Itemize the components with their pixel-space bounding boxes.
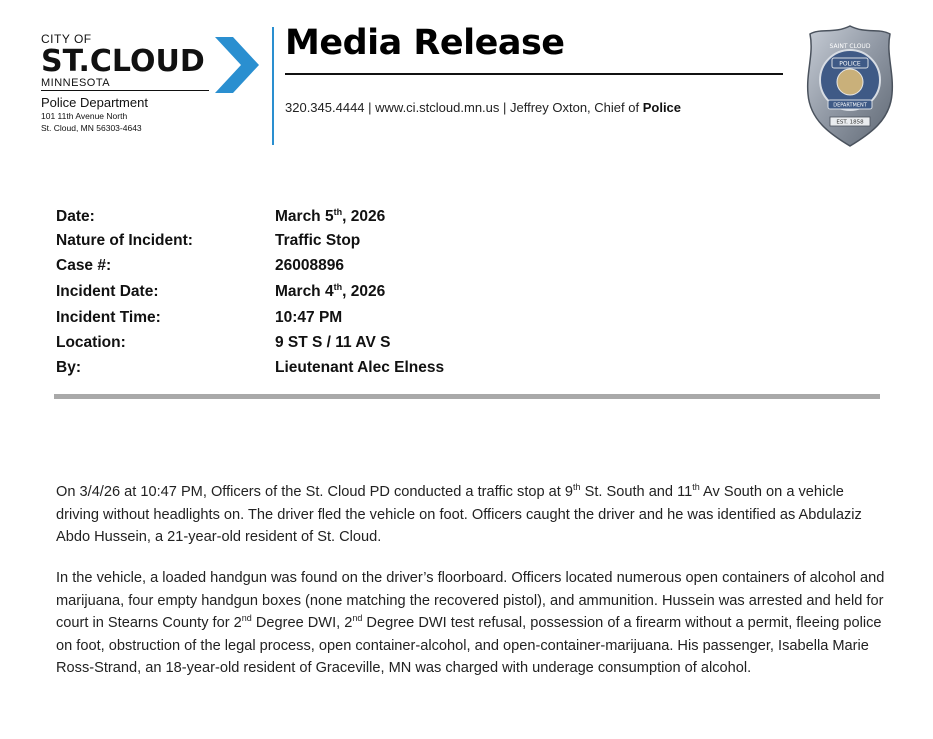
p2-text-b: Degree DWI, 2 [251, 615, 353, 632]
incident-date-value [275, 283, 385, 301]
badge-top-text: SAINT CLOUD [829, 43, 871, 50]
nature-value: Traffic Stop [275, 232, 361, 249]
police-badge-icon [806, 24, 894, 148]
section-divider [54, 394, 880, 399]
body-paragraph-1 [56, 481, 886, 549]
chevron-logo-icon [211, 35, 261, 95]
contact-bold: Police [642, 100, 682, 115]
incident-date-main: March 4 [275, 283, 334, 300]
p1-text-a: On 3/4/26 at 10:47 PM, Officers of the St. Cloud PD conducted a traffic stop at 9 [56, 484, 574, 500]
location-value: 9 ST S / 11 AV S [275, 334, 391, 351]
city-logo [41, 33, 266, 134]
time-value: 10:47 PM [275, 309, 343, 326]
logo-st-cloud: ST.CLOUD [41, 44, 205, 79]
logo-department: Police Department [41, 95, 148, 110]
title-underline [285, 73, 783, 75]
p1-sup-1: th [573, 482, 581, 493]
logo-city-of: CITY OF [41, 32, 92, 46]
p2-text-a: In the vehicle, a loaded handgun was found on the driver’s floorboard. Officers located numerous open containers of alcohol and marijuana, four empty handgun boxes (none matching the recovered pistol), and ammunition. Hussein was arrested and held for court in Stearns County for 2 [56, 570, 885, 632]
date-value-main: March 5 [275, 208, 334, 225]
date-value-year: , 2026 [342, 208, 386, 225]
badge-middle-text: POLICE [839, 60, 861, 68]
body-paragraph-2 [56, 567, 886, 680]
p1-sup-2: th [692, 482, 700, 493]
badge-est-text: EST. 1858 [836, 119, 864, 126]
incident-date-year: , 2026 [342, 283, 386, 300]
nature-label: Nature of Incident: [56, 232, 193, 249]
p1-text-c: Av South on a vehicle driving without headlights on. The driver fled the vehicle on foot. Officers caught the driver and he was identified as Abdulaziz Abdo Hussein, a 21-year-old resident of St. Cloud. [56, 484, 862, 546]
p2-text-c: Degree DWI test refusal, possession of a firearm without a permit, fleeing police on foot, obstruction of the legal process, open container-alcohol, and open-container-marijuana. His passenger, Isabella Marie Ross-Strand, an 18-year-old resident of Graceville, MN was charged with underage consumption of alcohol. [56, 615, 882, 677]
incident-date-label: Incident Date: [56, 283, 159, 300]
logo-state: MINNESOTA [41, 77, 209, 91]
time-label: Incident Time: [56, 309, 161, 326]
by-value: Lieutenant Alec Elness [275, 359, 445, 376]
p2-sup-2: nd [352, 613, 363, 624]
p2-sup-1: nd [241, 613, 252, 624]
case-label: Case #: [56, 257, 112, 274]
case-value: 26008896 [275, 257, 344, 274]
location-label: Location: [56, 334, 126, 351]
incident-date-sup: th [333, 281, 343, 292]
badge-dept-text: DEPARTMENT [833, 102, 867, 109]
page-title: Media Release [285, 23, 565, 63]
p1-text-b: St. South and 11 [580, 484, 693, 500]
logo-address-line2: St. Cloud, MN 56303-4643 [41, 123, 142, 133]
date-value [275, 208, 385, 226]
date-value-sup: th [333, 206, 343, 217]
by-label: By: [56, 359, 81, 376]
contact-line [285, 100, 681, 115]
date-label: Date: [56, 208, 95, 225]
contact-text: 320.345.4444 | www.ci.stcloud.mn.us | Jeffrey Oxton, Chief of [285, 100, 640, 115]
logo-address-line1: 101 11th Avenue North [41, 111, 128, 121]
header-divider [272, 27, 274, 145]
